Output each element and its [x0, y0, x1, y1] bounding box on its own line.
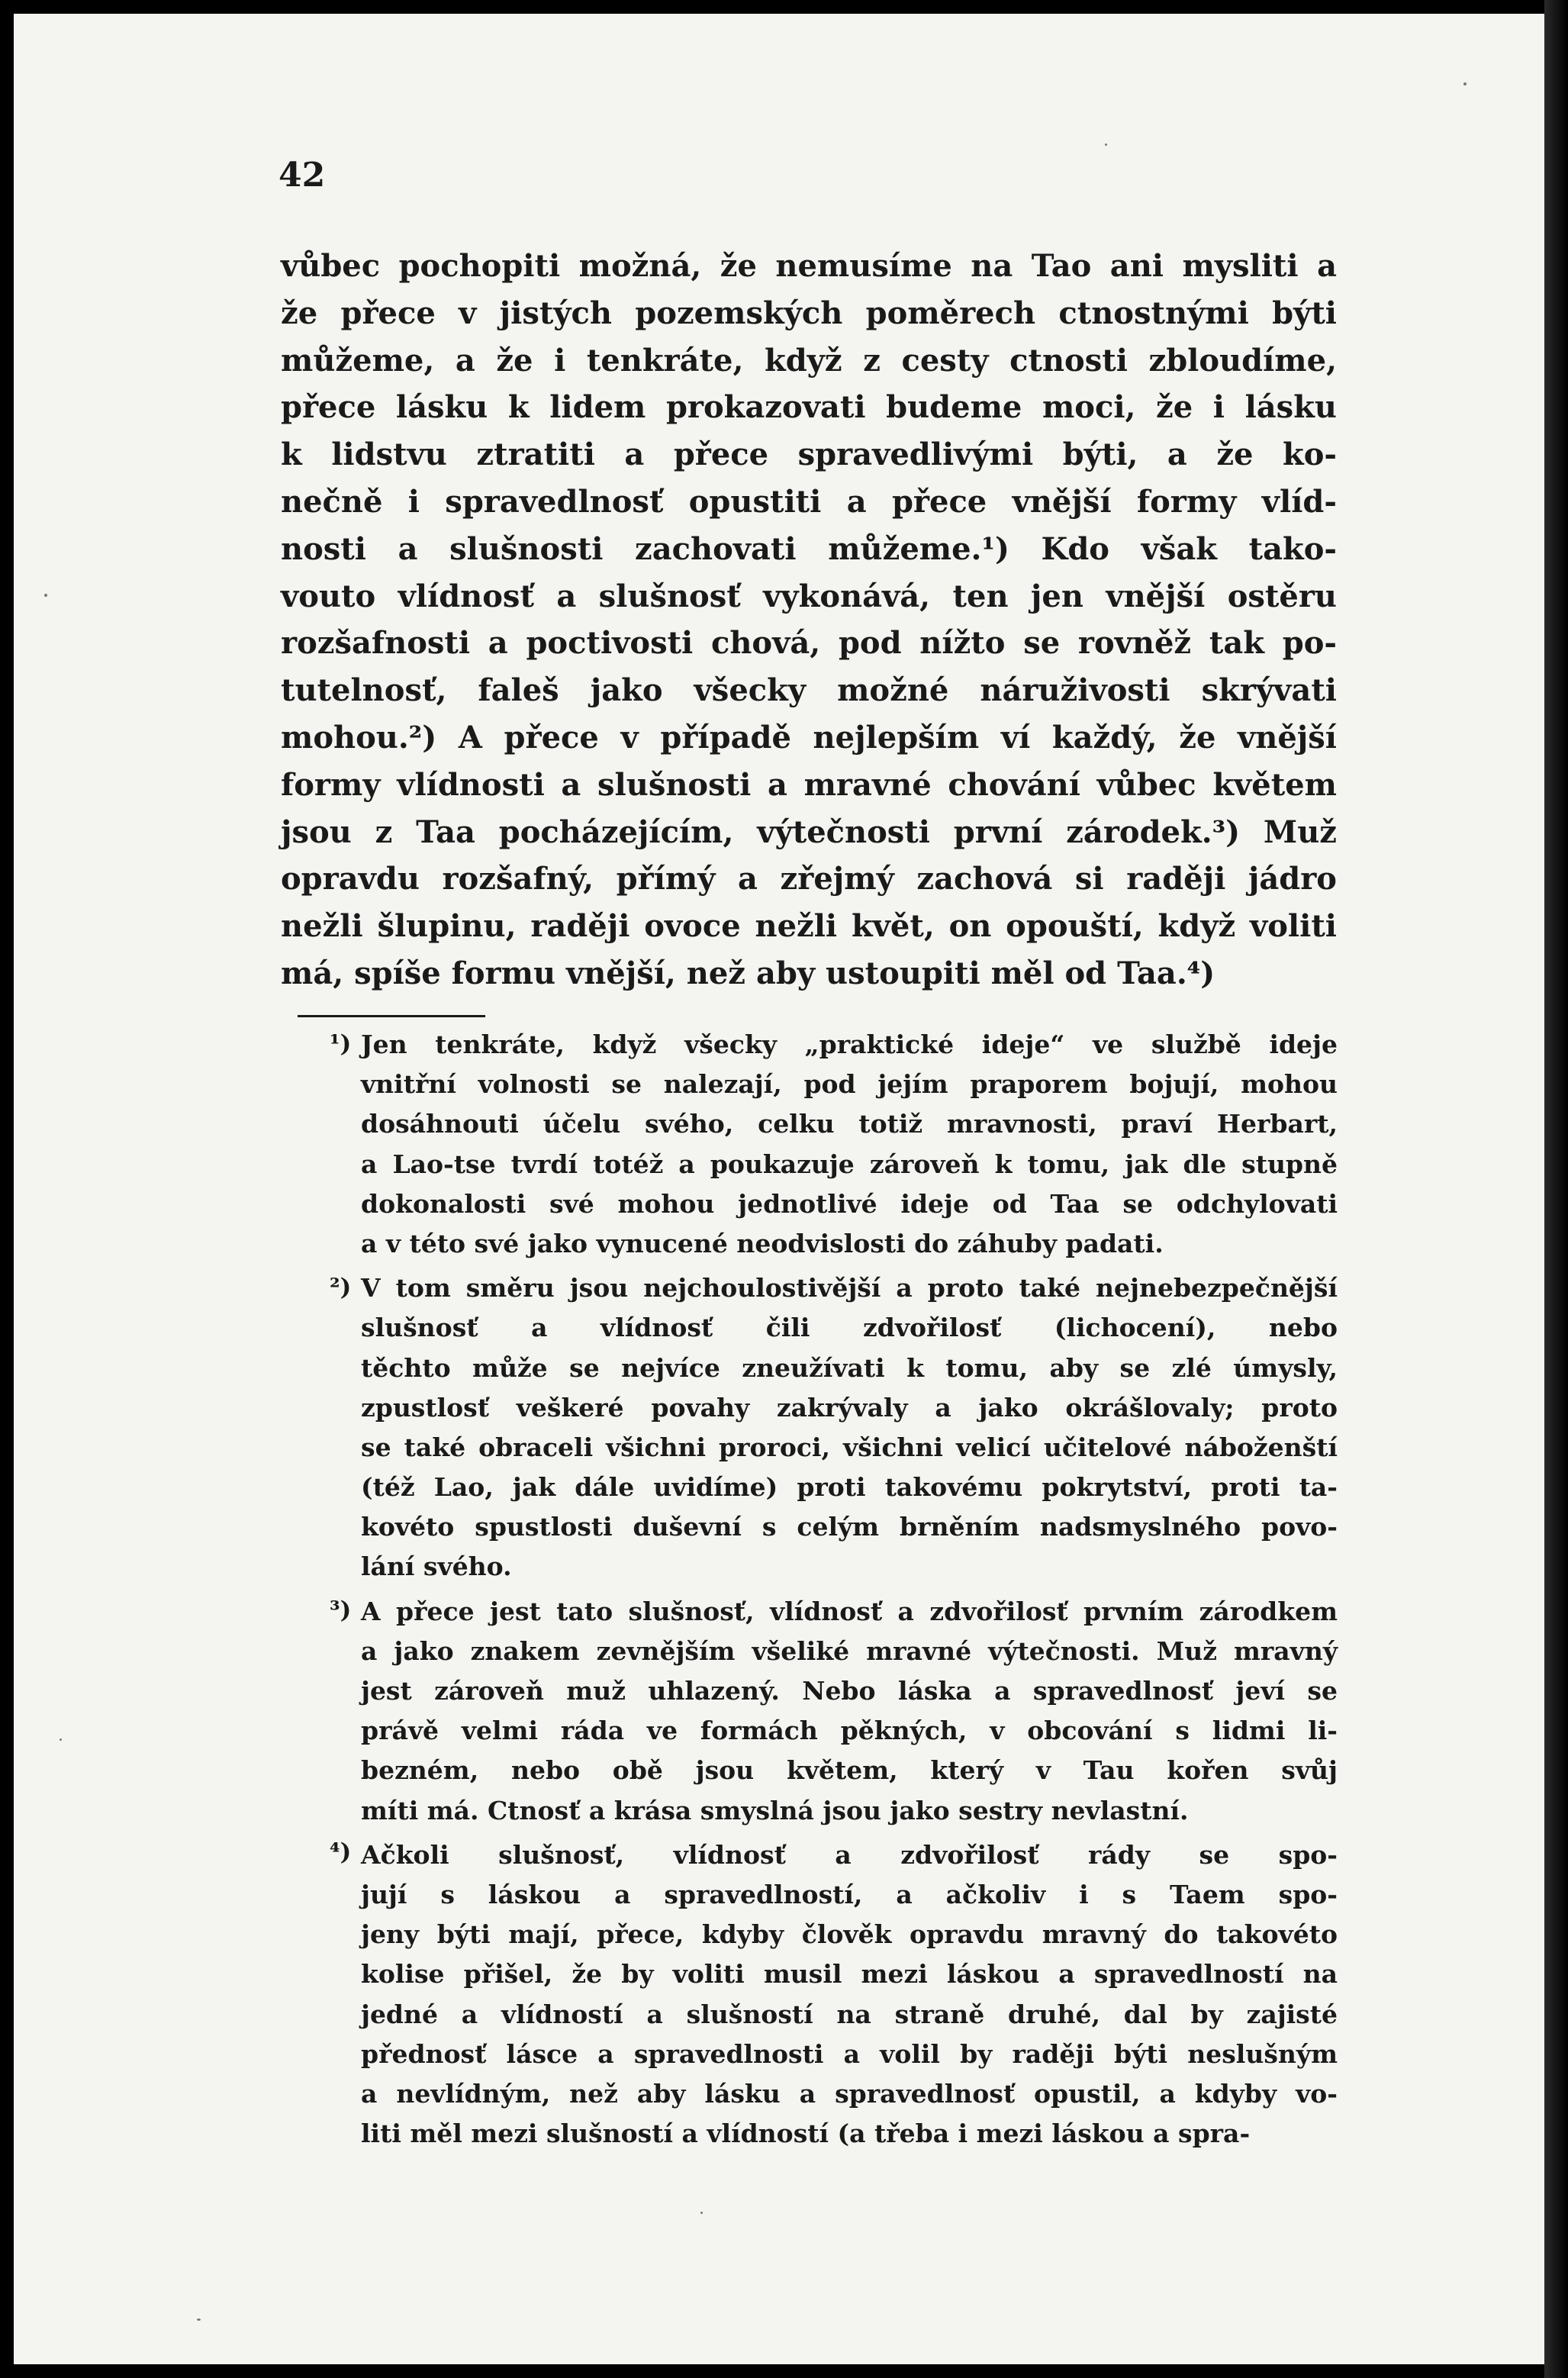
footnote-line: Ačkoli slušnosť, vlídnosť a zdvořilosť rády se spo- [361, 1839, 1338, 1870]
footnote-line: (též Lao, jak dále uvidíme) proti takovému pokrytství, proti ta- [361, 1472, 1338, 1503]
footnotes-block [361, 1025, 1338, 2154]
footnote-1 [361, 1025, 1338, 1264]
footnote-line: míti má. Ctnosť a krása smyslná jsou jako sestry nevlastní. [361, 1795, 1189, 1825]
footnote-line: jedné a vlídností a slušností na straně druhé, dal by zajisté [361, 1999, 1338, 2029]
text-line: opravdu rozšafný, přímý a zřejmý zachová si raději jádro [281, 861, 1337, 897]
footnote-line: slušnosť a vlídnosť čili zdvořilosť (lichocení), nebo [361, 1313, 1338, 1343]
text-line: vůbec pochopiti možná, že nemusíme na Tao ani mysliti a [281, 248, 1337, 284]
footnote-line: Jen tenkráte, když všecky „praktické ideje“ ve službě ideje [361, 1030, 1338, 1059]
scan-speck [1463, 82, 1467, 85]
scan-edge-shadow [1544, 0, 1568, 2378]
footnote-line: bezném, nebo obě jsou květem, který v Tau kořen svůj [361, 1755, 1338, 1786]
footnote-line: právě velmi ráda ve formách pěkných, v obcování s lidmi li- [361, 1716, 1338, 1746]
text-line: tutelnosť, faleš jako všecky možné náruživosti skrývati [281, 672, 1337, 709]
book-page [14, 14, 1544, 2364]
text-line: nosti a slušnosti zachovati můžeme.¹) Kdo však tako- [281, 530, 1337, 567]
text-line: nečně i spravedlnosť opustiti a přece vnější formy vlíd- [281, 483, 1337, 520]
footnote-marker-1: ¹) [330, 1030, 352, 1058]
footnote-marker-3: ³) [330, 1597, 352, 1624]
text-line: formy vlídnosti a slušnosti a mravné chování vůbec květem [281, 766, 1337, 803]
footnote-line: přednosť lásce a spravedlnosti a volil by raději býti neslušným [361, 2038, 1338, 2069]
footnote-line: jeny býti mají, přece, kdyby člověk opravdu mravný do takovéto [361, 1919, 1338, 1950]
main-text-block [281, 243, 1337, 997]
footnote-line: a v této své jako vynucené neodvislosti do záhuby padati. [361, 1228, 1164, 1258]
scan-speck [1105, 143, 1107, 146]
footnote-line: dokonalosti své mohou jednotlivé ideje od Taa se odchylovati [361, 1188, 1338, 1219]
footnote-line: dosáhnouti účelu svého, celku totiž mravnosti, praví Herbart, [361, 1109, 1338, 1139]
footnote-line: a Lao-tse tvrdí totéž a poukazuje zároveň k tomu, jak dle stupně [361, 1149, 1338, 1179]
footnote-line: jest zároveň muž uhlazený. Nebo láska a spravedlnosť jeví se [361, 1676, 1338, 1706]
scan-speck [44, 594, 47, 597]
footnote-line: A přece jest tato slušnosť, vlídnosť a zdvořilosť prvním zárodkem [361, 1596, 1338, 1626]
footnote-marker-2: ²) [330, 1274, 352, 1301]
footnote-2 [361, 1268, 1338, 1587]
footnote-4 [361, 1835, 1338, 2154]
text-line: přece lásku k lidem prokazovati budeme moci, že i lásku [281, 389, 1337, 426]
footnote-line: V tom směru jsou nejchoulostivější a proto také nejnebezpečnější [361, 1273, 1338, 1303]
text-line: můžeme, a že i tenkráte, když z cesty ctnosti zbloudíme, [281, 342, 1337, 379]
footnote-separator [298, 1015, 485, 1017]
scan-speck [60, 1738, 62, 1741]
page-number: 42 [279, 156, 326, 195]
footnote-line: kolise přišel, že by voliti musil mezi láskou a spravedlností na [361, 1959, 1338, 1990]
text-line: že přece v jistých pozemských poměrech ctnostnými býti [281, 295, 1337, 331]
text-line: vouto vlídnosť a slušnosť vykonává, ten jen vnější ostěru [281, 578, 1337, 614]
text-line: mohou.²) A přece v případě nejlepším ví každý, že vnější [281, 719, 1337, 756]
footnote-line: jují s láskou a spravedlností, a ačkoliv i s Taem spo- [361, 1879, 1338, 1909]
scan-speck [197, 2318, 201, 2321]
footnote-line: vnitřní volnosti se nalezají, pod jejím praporem bojují, mohou [361, 1069, 1338, 1100]
footnote-line: lání svého. [361, 1552, 512, 1582]
footnote-line: a nevlídným, než aby lásku a spravedlnosť opustil, a kdyby vo- [361, 2078, 1338, 2109]
footnote-line: zpustlosť veškeré povahy zakrývaly a jako okrášlovaly; proto [361, 1392, 1338, 1423]
footnote-line: a jako znakem zevnějším všeliké mravné výtečnosti. Muž mravný [361, 1635, 1338, 1666]
footnote-line: těchto může se nejvíce zneužívati k tomu, aby se zlé úmysly, [361, 1352, 1338, 1383]
footnote-marker-4: ⁴) [330, 1838, 352, 1866]
footnote-line: se také obraceli všichni proroci, všichni velicí učitelové náboženští [361, 1432, 1338, 1462]
footnote-line: liti měl mezi slušností a vlídností (a třeba i mezi láskou a spra- [361, 2119, 1251, 2149]
text-line: jsou z Taa pocházejícím, výtečnosti první zárodek.³) Muž [281, 814, 1337, 850]
scan-speck [700, 2212, 703, 2214]
footnote-3 [361, 1592, 1338, 1831]
text-line: má, spíše formu vnější, než aby ustoupiti měl od Taa.⁴) [281, 955, 1215, 991]
text-line: k lidstvu ztratiti a přece spravedlivými býti, a že ko- [281, 437, 1337, 473]
text-line: rozšafnosti a poctivosti chová, pod nížto se rovněž tak po- [281, 625, 1337, 662]
text-line: nežli šlupinu, raději ovoce nežli květ, on opouští, když voliti [281, 908, 1337, 945]
footnote-line: kovéto spustlosti duševní s celým brněním nadsmyslného povo- [361, 1512, 1338, 1542]
